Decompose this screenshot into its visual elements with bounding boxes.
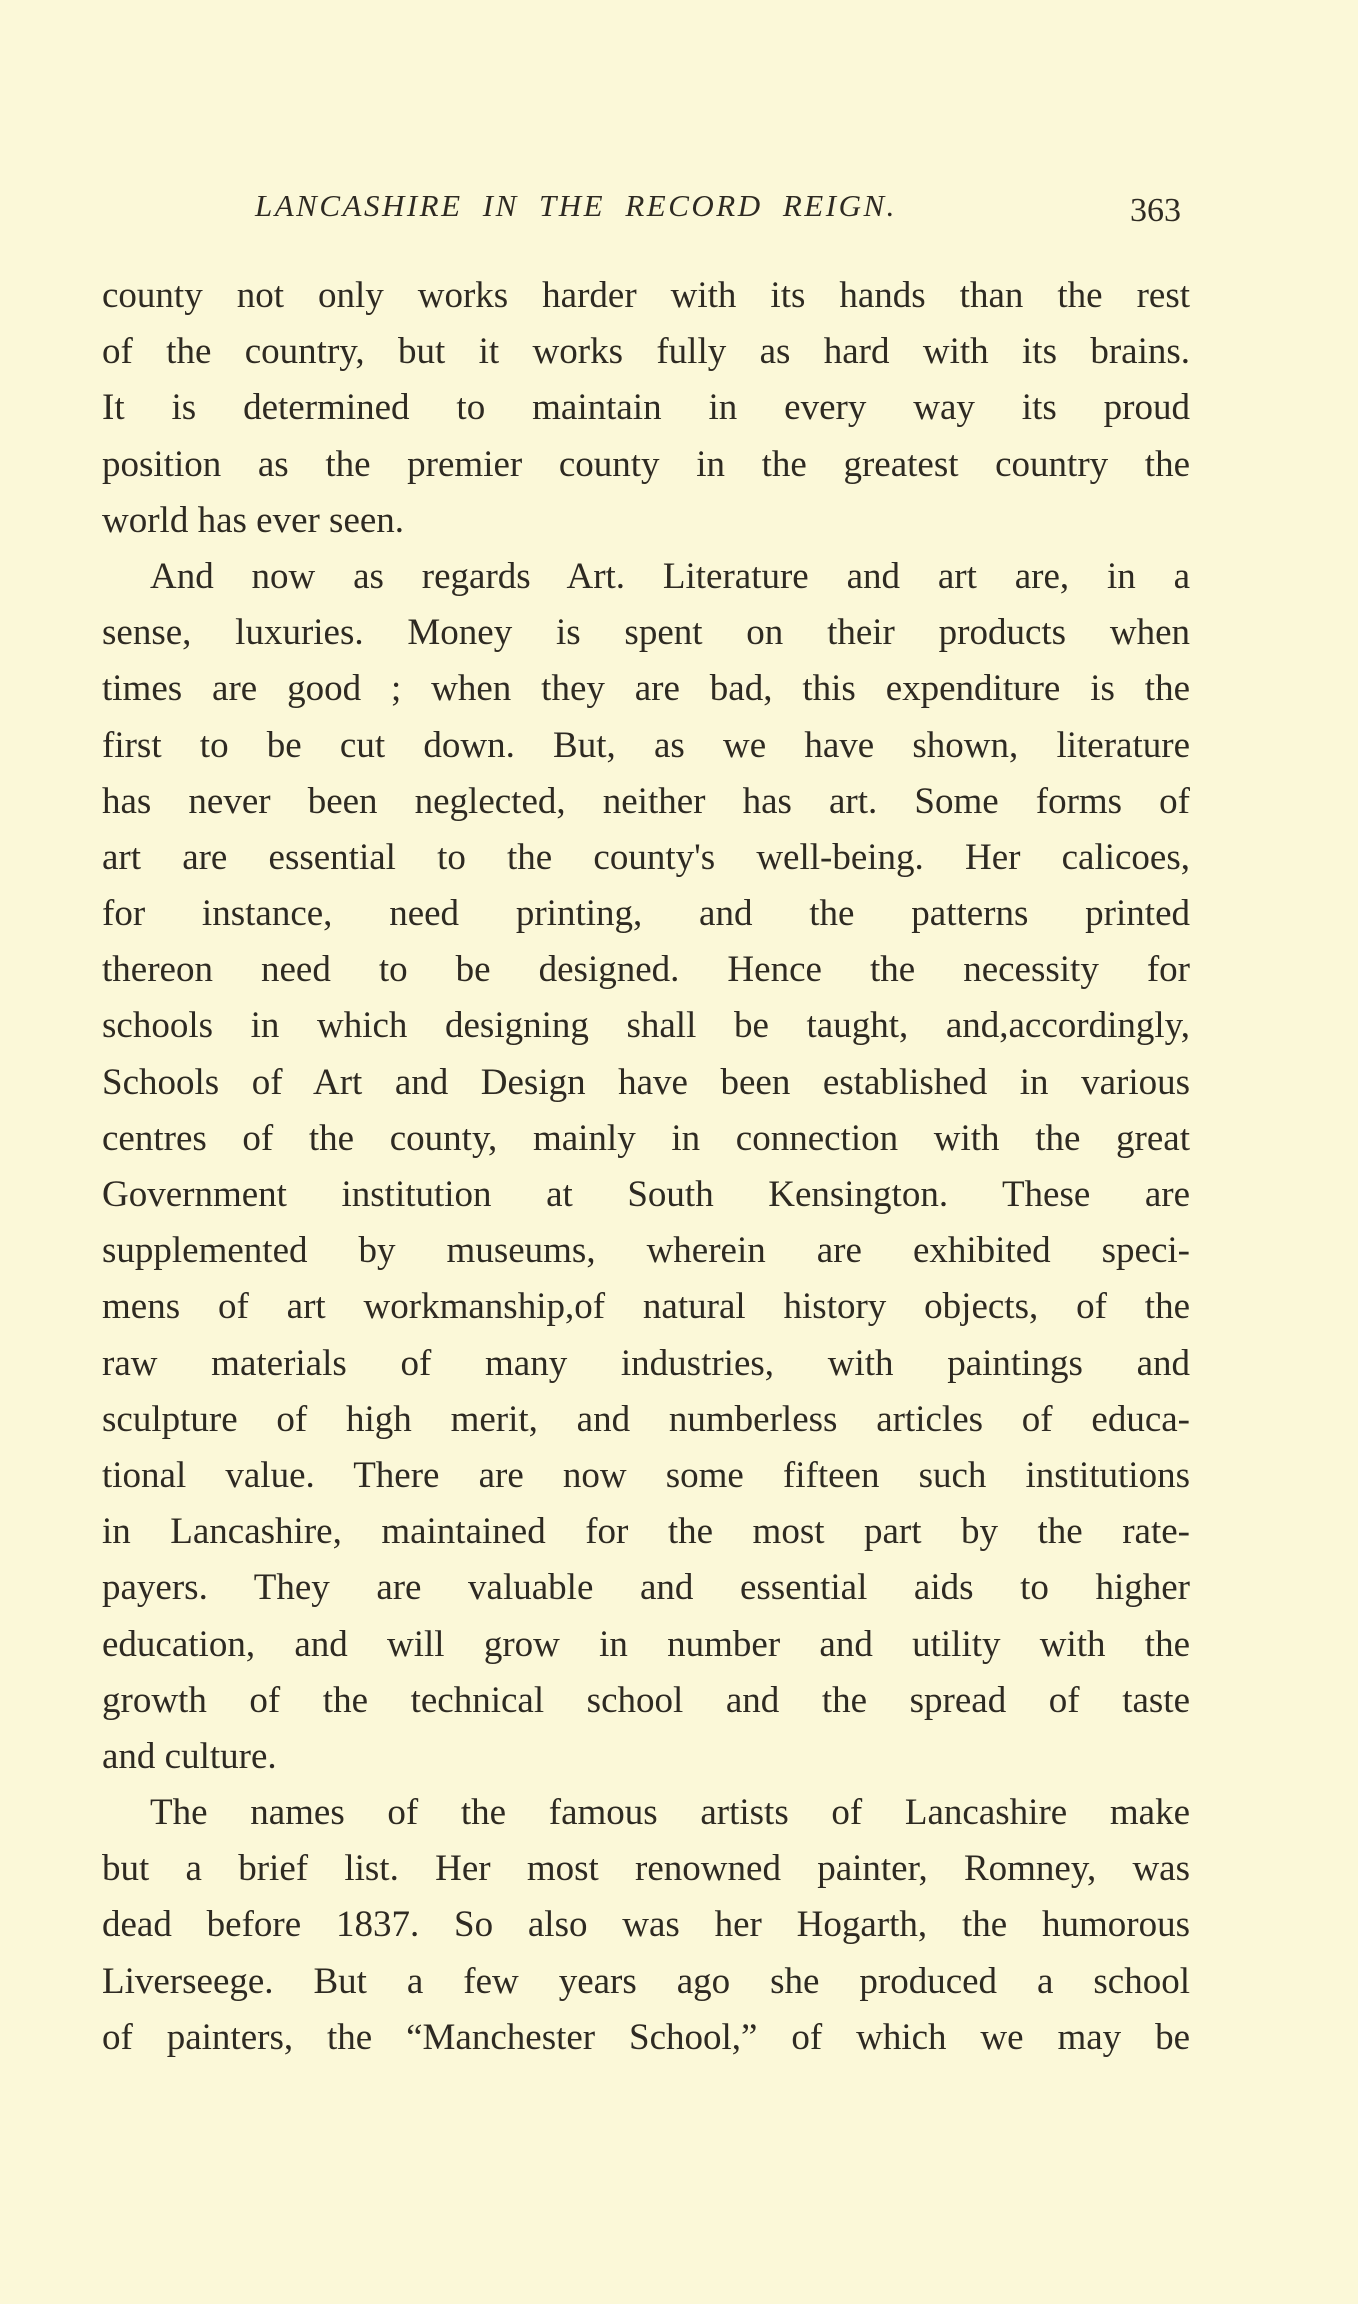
text-line: supplemented by museums, wherein are exhibited speci- bbox=[102, 1230, 1190, 1272]
text-line: education, and will grow in number and utility with the bbox=[102, 1623, 1190, 1665]
text-line: position as the premier county in the greatest country the bbox=[102, 443, 1190, 485]
text-line: first to be cut down. But, as we have shown, literature bbox=[102, 724, 1190, 766]
text-line: of the country, but it works fully as hard with its brains. bbox=[102, 331, 1190, 373]
text-line: in Lancashire, maintained for the most part by the rate- bbox=[102, 1511, 1190, 1553]
text-line: tional value. There are now some fifteen such institutions bbox=[102, 1454, 1190, 1496]
text-line: centres of the county, mainly in connection with the great bbox=[102, 1117, 1190, 1159]
text-line: payers. They are valuable and essential aids to higher bbox=[102, 1567, 1190, 1609]
text-line: has never been neglected, neither has art. Some forms of bbox=[102, 780, 1190, 822]
text-line: schools in which designing shall be taught, and,accordingly, bbox=[102, 1005, 1190, 1047]
text-line: county not only works harder with its hands than the rest bbox=[102, 275, 1190, 316]
text-line: Schools of Art and Design have been established in various bbox=[102, 1061, 1190, 1103]
text-line: and culture. bbox=[102, 1735, 277, 1777]
text-line: dead before 1837. So also was her Hogarth, the humorous bbox=[102, 1904, 1190, 1946]
text-line: sculpture of high merit, and numberless articles of educa- bbox=[102, 1398, 1190, 1440]
text-line: art are essential to the county's well-being. Her calicoes, bbox=[102, 836, 1190, 878]
page-number: 363 bbox=[1130, 192, 1181, 229]
text-line: but a brief list. Her most renowned painter, Romney, was bbox=[102, 1848, 1190, 1890]
text-line: thereon need to be designed. Hence the necessity for bbox=[102, 949, 1190, 991]
text-line: The names of the famous artists of Lancashire make bbox=[150, 1792, 1190, 1834]
body-text bbox=[102, 268, 1190, 2066]
text-line: raw materials of many industries, with paintings and bbox=[102, 1342, 1190, 1384]
text-line: growth of the technical school and the spread of taste bbox=[102, 1679, 1190, 1721]
text-line: Liverseege. But a few years ago she produced a school bbox=[102, 1960, 1190, 2002]
text-line: world has ever seen. bbox=[102, 499, 405, 541]
text-line: sense, luxuries. Money is spent on their products when bbox=[102, 612, 1190, 654]
text-line: Government institution at South Kensington. These are bbox=[102, 1174, 1190, 1215]
text-line: times are good ; when they are bad, this expenditure is the bbox=[102, 668, 1190, 710]
text-line: for instance, need printing, and the patterns printed bbox=[102, 893, 1190, 935]
text-line: of painters, the “Manchester School,” of which we may be bbox=[102, 2016, 1190, 2058]
text-line: mens of art workmanship,of natural history objects, of the bbox=[102, 1286, 1190, 1328]
running-title: LANCASHIRE IN THE RECORD REIGN. bbox=[255, 188, 897, 223]
text-line: And now as regards Art. Literature and art are, in a bbox=[150, 555, 1190, 597]
text-line: It is determined to maintain in every way its proud bbox=[102, 387, 1190, 429]
